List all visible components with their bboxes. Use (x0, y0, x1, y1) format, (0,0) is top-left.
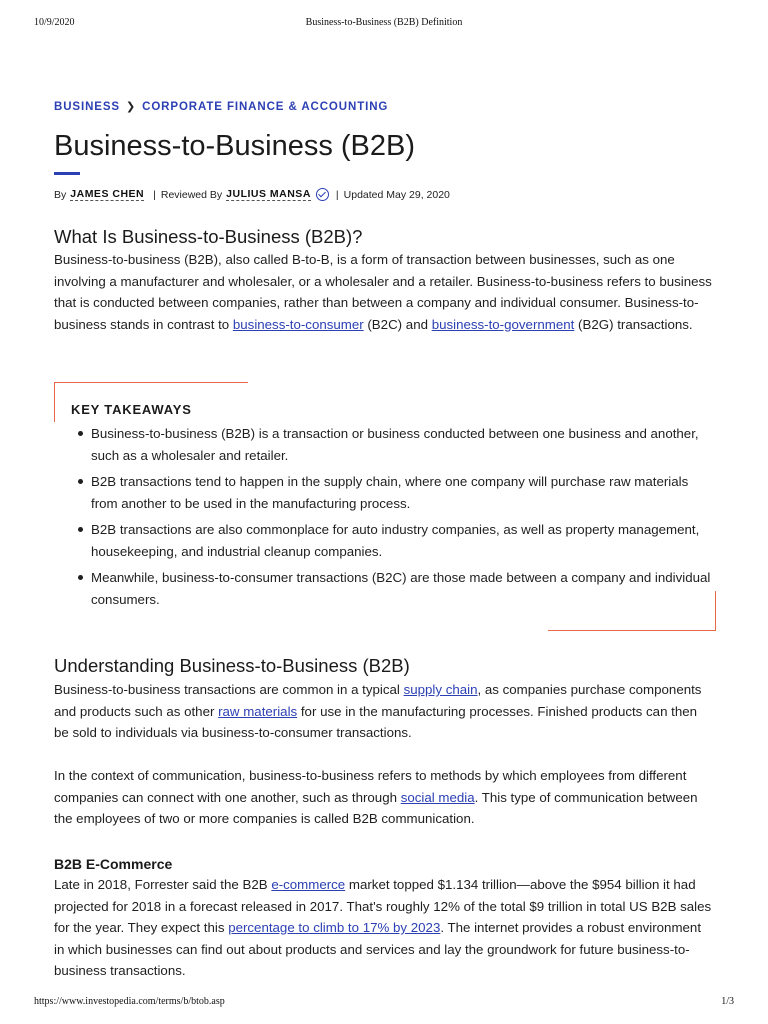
reviewed-by-label: Reviewed By (160, 188, 223, 201)
key-takeaways-list (91, 423, 711, 615)
section-heading-understanding-b2b: Understanding Business-to-Business (B2B) (54, 655, 410, 676)
verified-check-icon (316, 188, 329, 201)
title-accent-bar (54, 172, 80, 175)
print-url: https://www.investopedia.com/terms/b/btob.asp (34, 996, 225, 1007)
section-understanding-paragraph-2: In the context of communication, business-to-business refers to methods by which employees from different companies can connect with one another, such as through social media. This type of communication between the employees of two or more companies is called B2B communication. (54, 768, 698, 826)
breadcrumb (54, 100, 388, 113)
updated-date: Updated May 29, 2020 (343, 188, 450, 201)
list-item: Business-to-business (B2B) is a transaction or business conducted between one business and another, such as a wholesaler and retailer. (91, 423, 711, 466)
print-page-number: 1/3 (721, 996, 734, 1007)
page-title: Business-to-Business (B2B) (54, 130, 416, 162)
key-takeaways-border-left (54, 382, 55, 422)
link-business-to-consumer[interactable]: business-to-consumer (232, 316, 364, 332)
link-supply-chain[interactable]: supply chain (403, 682, 478, 697)
section-what-is-b2b-paragraph: Business-to-business (B2B), also called B-to-B, is a form of transaction between businesses, such as one involving a manufacturer and wholesaler, or a wholesaler and a retailer. Business-to-business refers to business that is conducted between companies, rather than between a company and individual consumer. Business-to-business stands in contrast to business-to-consumer (B2C) and business-to-government (B2G) transactions. (54, 252, 712, 332)
list-item: B2B transactions are also commonplace for auto industry companies, as well as property management, housekeeping, and industrial cleanup companies. (91, 519, 711, 562)
reviewer-link[interactable]: JULIUS MANSA (226, 188, 311, 200)
link-business-to-government[interactable]: business-to-government (431, 316, 575, 332)
key-takeaways-heading: KEY TAKEAWAYS (71, 402, 192, 417)
link-raw-materials[interactable]: raw materials (218, 703, 298, 719)
list-item: B2B transactions tend to happen in the supply chain, where one company will purchase raw materials from another to be used in the manufacturing process. (91, 471, 711, 514)
print-date: 10/9/2020 (34, 17, 75, 28)
breadcrumb-item-corporate-finance[interactable]: CORPORATE FINANCE & ACCOUNTING (142, 100, 389, 113)
byline-separator: | (335, 188, 339, 201)
link-percentage-to-climb[interactable]: percentage to climb to 17% by 2023 (228, 920, 441, 935)
chevron-right-icon: ❯ (126, 101, 137, 113)
list-item: Meanwhile, business-to-consumer transactions (B2C) are those made between a company and individual consumers. (91, 567, 711, 610)
byline (54, 188, 450, 201)
link-social-media[interactable]: social media (400, 789, 475, 805)
section-heading-b2b-ecommerce: B2B E-Commerce (54, 856, 173, 872)
print-title: Business-to-Business (B2B) Definition (305, 17, 463, 28)
breadcrumb-item-business[interactable]: BUSINESS (54, 100, 120, 113)
section-heading-what-is-b2b: What Is Business-to-Business (B2B)? (54, 226, 363, 247)
byline-by-label: By (54, 188, 67, 201)
author-link[interactable]: JAMES CHEN (70, 188, 145, 200)
section-ecommerce-paragraph: Late in 2018, Forrester said the B2B e-commerce market topped $1.134 trillion—above the $954 billion it had projected for 2018 in a forecast released in 2017. That's roughly 12% of the total $9 trillion in total US B2B sales for the year. They expect this percentage to climb to 17% by 2023. The internet provides a robust environment in which businesses can find out about products and services and lay the groundwork for future business-to-business transactions. (54, 877, 712, 978)
section-understanding-paragraph-1: Business-to-business transactions are common in a typical supply chain, as companies purchase components and products such as other raw materials for use in the manufacturing processes. Finished products can then be sold to individuals via business-to-consumer transactions. (54, 682, 702, 740)
key-takeaways-border-right (715, 591, 716, 631)
key-takeaways-border-top (54, 382, 248, 383)
byline-separator: | (153, 188, 156, 201)
key-takeaways-border-bottom (548, 630, 716, 631)
link-e-commerce[interactable]: e-commerce (271, 877, 346, 892)
